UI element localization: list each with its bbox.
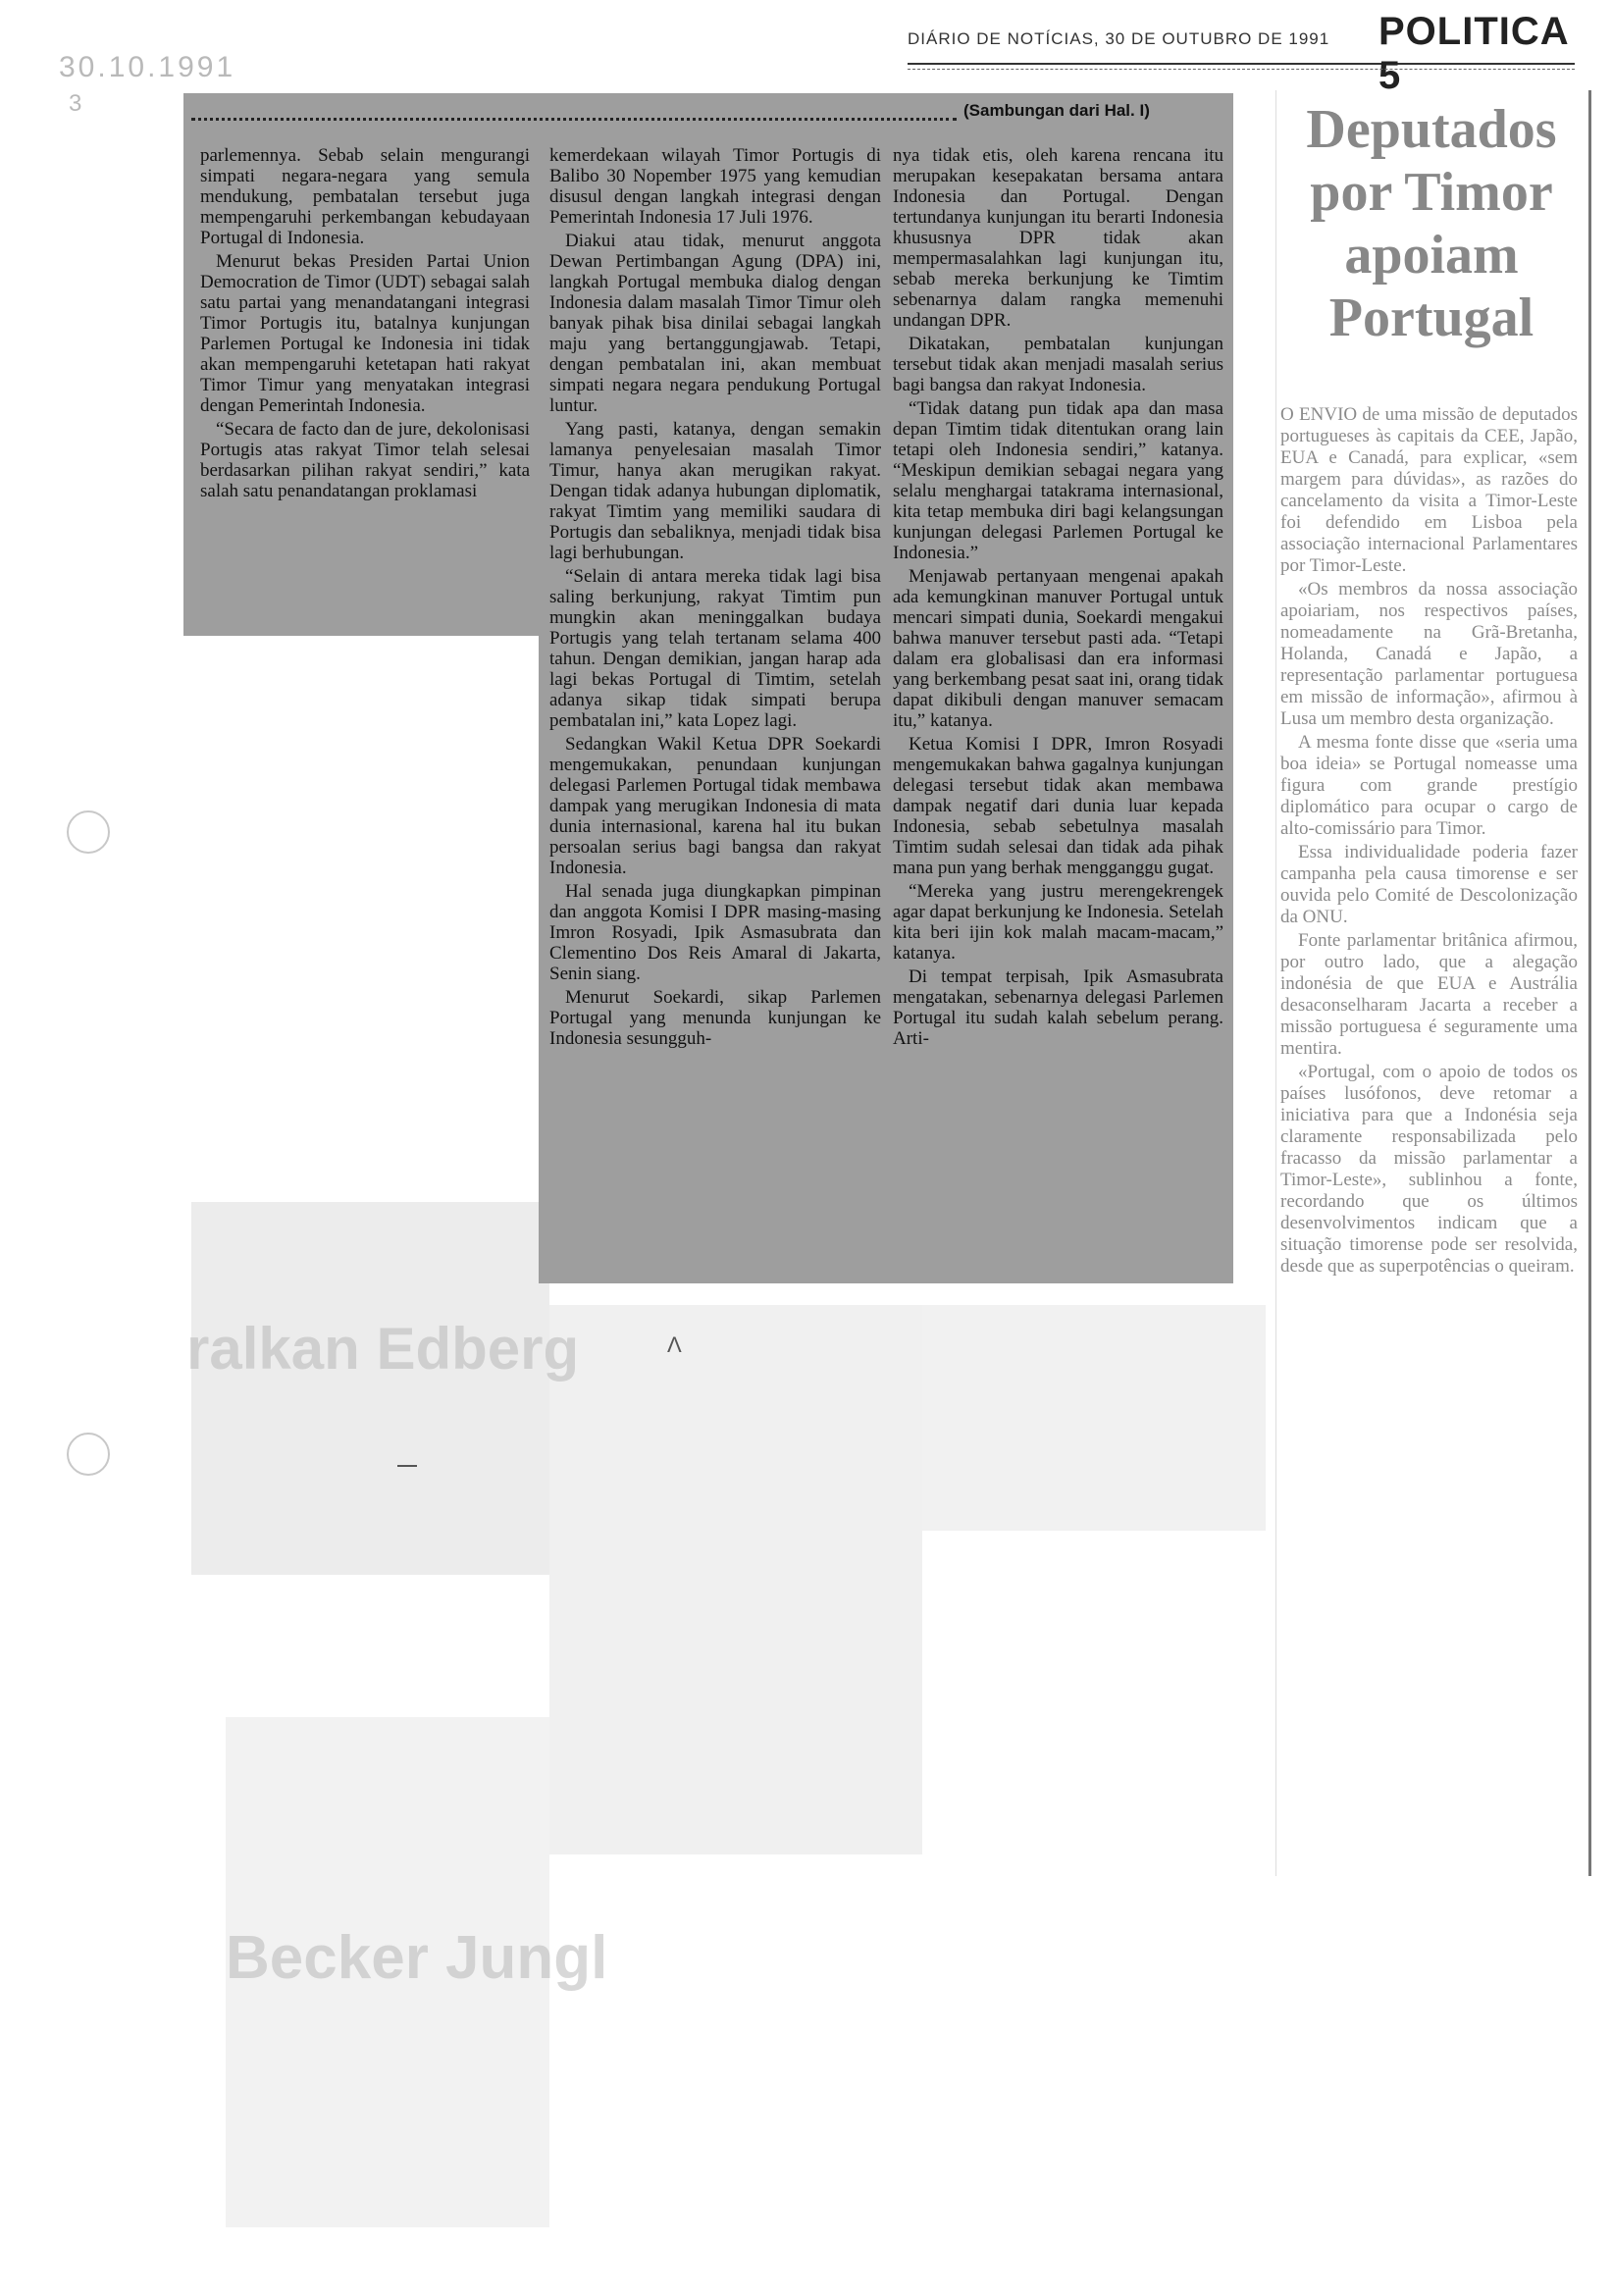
paragraph: “Mereka yang justru merengekrengek agar dapat berkunjung ke Indonesia. Setelah kita beri ijin kok malah macam-macam,” katanya.	[893, 881, 1223, 964]
paragraph: “Tidak datang pun tidak apa dan masa depan Timtim tidak ditentukan orang lain tetapi oleh Indonesia sendiri,” katanya. “Meskipun demikian sebagai negara yang selalu menghargai tatakrama internasional, kita tetap membuka diri bagi kelangsungan kunjungan delegasi Parlemen Portugal ke Indonesia.”	[893, 398, 1223, 563]
paragraph: «Os membros da nossa associação apoiariam, nos respectivos países, nomeadamente na Grã-Bretanha, Holanda, Canadá e Japão, a representação parlamentar portuguesa em missão de informação», afirmou à Lusa um membro desta organização.	[1280, 579, 1578, 729]
bleed-date-stamp: 30.10.1991	[59, 51, 236, 83]
paragraph: “Selain di antara mereka tidak lagi bisa saling berkunjung, rakyat Timtim pun mungkin akan meninggalkan budaya Portugis yang telah tertanam selama 400 tahun. Dengan demikian, jangan harap ada lagi bekas Portugal di Timtim, setelah adanya sikap tidak simpati berupa pembatalan ini,” kata Lopez lagi.	[549, 566, 881, 731]
paragraph: Fonte parlamentar britânica afirmou, por outro lado, que a alegação indonésia de que EUA e Austrália desaconselharam Jacarta a receber a missão portuguesa é seguramente uma mentira.	[1280, 930, 1578, 1059]
bleed-headline-2: Becker Jungl	[226, 1924, 608, 1992]
masthead-section: POLITICA 5	[1378, 10, 1569, 97]
paragraph: Yang pasti, katanya, dengan semakin lamanya penyelesaian masalah Timor Timur, hanya akan merugikan rakyat. Dengan tidak adanya hubungan diplomatik, rakyat Timtim yang memiliki saudara di Portugis dan sebaliknya, menjadi tidak bisa lagi berhubungan.	[549, 419, 881, 563]
paragraph: Diakui atau tidak, menurut anggota Dewan Pertimbangan Agung (DPA) ini, langkah Portugal membuka dialog dengan Indonesia dalam masalah Timor Timur oleh banyak pihak bisa dinilai sebagai langkah maju yang bertanggungjawab. Tetapi, dengan pembatalan ini, akan membuat simpati negara negara pendukung Portugal luntur.	[549, 231, 881, 416]
portuguese-article-body	[1280, 404, 1578, 1279]
dotted-leader	[191, 118, 957, 121]
paragraph: Ketua Komisi I DPR, Imron Rosyadi mengemukakan bahwa gagalnya kunjungan delegasi tersebut tidak akan membawa dampak negatif dari dunia luar kepada Indonesia, sebab sebetulnya masalah Timtim sudah selesai dan tidak ada pihak mana pun yang berhak mengganggu gugat.	[893, 734, 1223, 878]
punch-hole-top	[67, 810, 110, 854]
dash-mark	[397, 1465, 417, 1467]
paragraph: A mesma fonte disse que «seria uma boa ideia» se Portugal nomeasse uma figura com grande prestígio diplomático para ocupar o cargo de alto-comissário para Timor.	[1280, 732, 1578, 839]
paragraph: Di tempat terpisah, Ipik Asmasubrata mengatakan, sebenarnya delegasi Parlemen Portugal itu sudah kalah sebelum perang. Arti-	[893, 966, 1223, 1049]
masthead-dateline: DIÁRIO DE NOTÍCIAS, 30 DE OUTUBRO DE 1991	[908, 29, 1330, 48]
paragraph: Essa individualidade poderia fazer campanha pela causa timorense e ser ouvida pelo Comité de Descolonização da ONU.	[1280, 842, 1578, 927]
paragraph: Hal senada juga diungkapkan pimpinan dan anggota Komisi I DPR masing-masing Imron Rosyadi, Ipik Asmasubrata dan Clementino Dos Reis Amaral di Jakarta, Senin siang.	[549, 881, 881, 984]
bleed-headline-1: ralkan Edberg	[186, 1316, 580, 1382]
clipping-column-1	[200, 145, 530, 504]
punch-hole-bottom	[67, 1433, 110, 1476]
masthead	[908, 8, 1575, 97]
paragraph: Menjawab pertanyaan mengenai apakah ada kemungkinan manuver Portugal untuk mencari simpati dunia, Soekardi mengakui bahwa manuver tersebut pasti ada. “Tetapi dalam era globalisasi dan era informasi yang berkembang pesat saat ini, orang tidak dapat dikibuli dengan manuver semacam itu,” katanya.	[893, 566, 1223, 731]
paragraph: O ENVIO de uma missão de deputados portugueses às capitais da CEE, Japão, EUA e Canadá, para explicar, «sem margem para dúvidas», as razões do cancelamento da visita a Timor-Leste foi defendido em Lisboa pela associação internacional Parlamentares por Timor-Leste.	[1280, 404, 1578, 576]
masthead-rule	[908, 69, 1575, 73]
bleed-number: 3	[69, 90, 82, 117]
paragraph: Menurut Soekardi, sikap Parlemen Portugal yang menunda kunjungan ke Indonesia sesungguh-	[549, 987, 881, 1049]
paragraph: Menurut bekas Presiden Partai Union Democration de Timor (UDT) sebagai salah satu partai yang menandatangani integrasi Timor Portugis itu, batalnya kunjungan Parlemen Portugal ke Indonesia ini tidak akan mempengaruhi ketetapan hati rakyat Timor Timur yang menyatakan integrasi dengan Pemerintah Indonesia.	[200, 251, 530, 416]
pencil-mark: Λ	[667, 1332, 682, 1357]
clipping-column-2	[549, 145, 881, 1052]
clipping-column-3	[893, 145, 1223, 1052]
portuguese-headline: Deputados por Timor apoiam Portugal	[1306, 99, 1557, 348]
ghost-block-left	[191, 1202, 549, 1575]
paragraph: nya tidak etis, oleh karena rencana itu merupakan kesepakatan bersama antara Indonesia dan Portugal. Dengan tertundanya kunjungan itu berarti Indonesia khususnya DPR tidak akan mempermasalahkan lagi kunjungan itu, sebab mereka berkunjung ke Timtim sebenarnya dalam rangka memenuhi undangan DPR.	[893, 145, 1223, 331]
ghost-block-center	[549, 1305, 922, 1854]
paragraph: Dikatakan, pembatalan kunjungan tersebut tidak akan menjadi masalah serius bagi bangsa dan rakyat Indonesia.	[893, 334, 1223, 395]
paragraph: parlemennya. Sebab selain mengurangi simpati negara-negara yang semula mendukung, pembatalan tersebut juga mempengaruhi perkembangan kebudayaan Portugal di Indonesia.	[200, 145, 530, 248]
paragraph: kemerdekaan wilayah Timor Portugis di Balibo 30 Nopember 1975 yang kemudian disusul dengan langkah integrasi dengan Pemerintah Indonesia 17 Juli 1976.	[549, 145, 881, 228]
paragraph: Sedangkan Wakil Ketua DPR Soekardi mengemukakan, penundaan kunjungan delegasi Parlemen Portugal tidak membawa dampak yang merugikan Indonesia di mata dunia internasional, karena hal itu bukan persoalan serius bagi bangsa dan rakyat Indonesia.	[549, 734, 881, 878]
paragraph: “Secara de facto dan de jure, dekolonisasi Portugis atas rakyat Timor telah selesai berdasarkan pilihan rakyat sendiri,” kata salah satu penandatangan proklamasi	[200, 419, 530, 501]
paragraph: «Portugal, com o apoio de todos os países lusófonos, deve retomar a iniciativa para que a Indonésia seja claramente responsabilizada pelo fracasso da missão parlamentar a Timor-Leste», sublinhou a fonte, recordando que os últimos desenvolvimentos indicam que a situação timorense pode ser resolvida, desde que as superpotências o queiram.	[1280, 1062, 1578, 1277]
continued-label: (Sambungan dari Hal. I)	[963, 101, 1150, 120]
